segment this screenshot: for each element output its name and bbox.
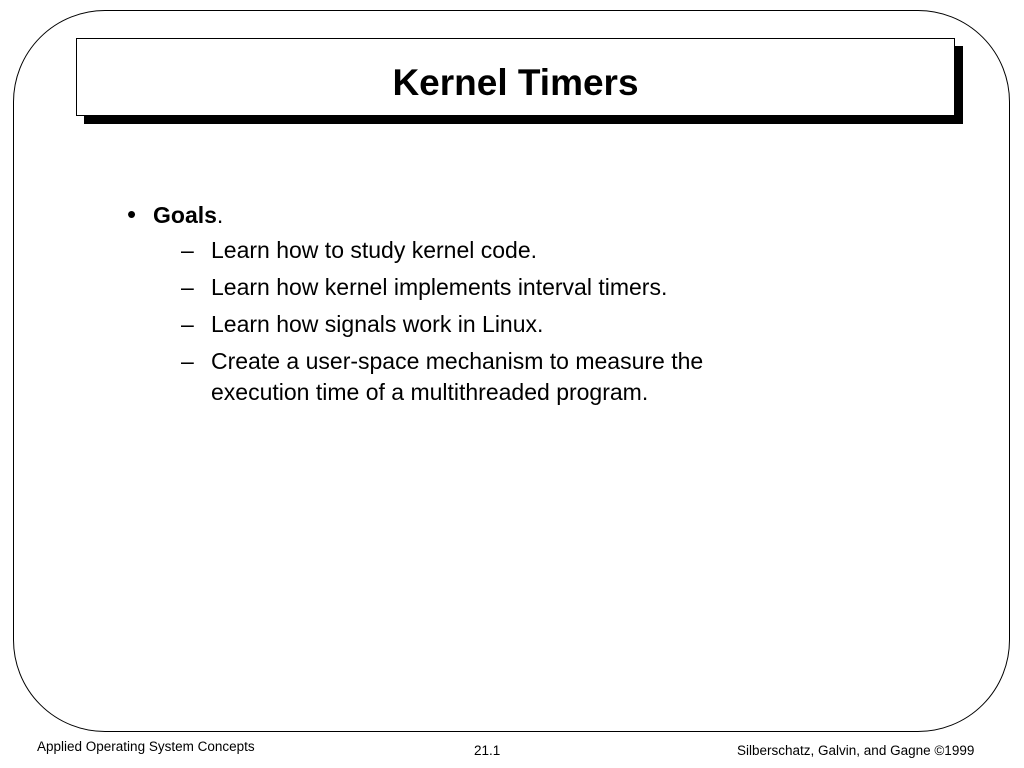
footer-copyright: Silberschatz, Galvin, and Gagne ©1999 xyxy=(737,743,975,758)
dash-marker: – xyxy=(181,311,194,337)
dash-marker: – xyxy=(181,274,194,300)
sub-item-text: Learn how kernel implements interval timers. xyxy=(211,274,668,300)
dash-marker: – xyxy=(181,237,194,263)
bullet-heading-suffix: . xyxy=(216,202,224,228)
sub-item-text: Learn how to study kernel code. xyxy=(211,237,538,263)
dash-marker: – xyxy=(181,348,194,374)
footer-page-number: 21.1 xyxy=(474,743,501,758)
footer-course-title: Applied Operating System Concepts xyxy=(37,739,255,754)
bullet-marker: • xyxy=(127,199,137,229)
slide-title: Kernel Timers xyxy=(392,62,639,103)
bullet-goals xyxy=(127,198,223,231)
sub-item-text-line-1: Create a user-space mechanism to measure the xyxy=(211,348,704,374)
sub-item-text: Learn how signals work in Linux. xyxy=(211,311,544,337)
bullet-heading: Goals xyxy=(153,202,217,228)
sub-item-text-line-2: execution time of a multithreaded program. xyxy=(211,379,649,405)
